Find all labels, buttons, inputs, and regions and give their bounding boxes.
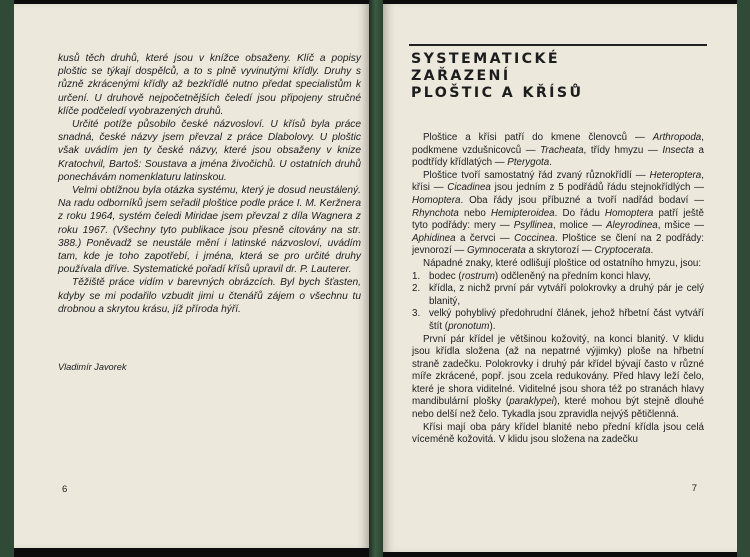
left-paragraph: Určité potíže působilo české názvosloví. U křísů byla práce snadná, české názvy jsem převzal z práce Dlabolovy. U ploštic však uvádím jen ty české názvy, které jsou obsaženy v knize Kratochvil, Bartoš: Soustava a jména živočichů. U ostatních druhů ponechávám nomenklaturu latinskou.: [58, 119, 361, 183]
text-run: , křísi —: [412, 169, 704, 194]
right-paragraph: [412, 422, 704, 447]
right-paragraph: [412, 258, 704, 271]
italic-term: Rhynchota: [412, 207, 459, 219]
text-run: .: [650, 245, 654, 257]
text-run: ).: [489, 320, 496, 332]
page-number-right: 7: [691, 483, 697, 494]
left-paragraph: Velmi obtížnou byla otázka systému, který je dosud neustálený. Na radu odborníků jsem seřadil ploštice podle práce I. M. Keržnera z roku 1964, systém čeledi Miridae jsem převzal z díla Wagnera z roku 1967. (Všechny tyto publikace jsou přesně citovány na str. 388.) Poněvadž se neustále mění i latinské názvosloví, uvádím tam, kde je toho zapotřebí, i jména, která se pro určité druhy používala dříve. Systematické pořadí křísů upravil dr. P. Lauterer.: [58, 185, 361, 276]
italic-term: Hemipteroidea: [490, 207, 555, 219]
book-cover-right-edge: [737, 0, 750, 557]
text-run: .: [549, 157, 552, 169]
text-run: nebo: [458, 207, 491, 219]
italic-term: Homoptera: [412, 194, 461, 206]
italic-term: Tracheata: [540, 144, 584, 156]
list-item-number: 2.: [412, 283, 421, 295]
italic-term: pronotum: [448, 320, 490, 332]
right-paragraph: [412, 132, 704, 170]
text-run: a skrytorozí —: [525, 245, 595, 257]
list-item-number: 3.: [412, 308, 421, 320]
left-paragraph: kusů těch druhů, které jsou v knížce obsaženy. Klíč a popisy ploštic se týkají dospělců, a to s plně vyvinutými křídly. Druhy s různě zkrácenými křídly až bezkřídlé nutno předat specialistům k určení. U druhově nejpočetnějších čeledí jsou připojeny stručné klíče podčeledí vyobrazených druhů.: [58, 53, 361, 117]
text-run: , třídy hmyzu —: [583, 144, 663, 156]
italic-term: paraklypei: [509, 396, 554, 408]
right-paragraph: [412, 170, 704, 258]
text-run: , mšice —: [657, 220, 705, 232]
heading-line: SYSTEMATICKÉ: [411, 51, 560, 67]
italic-term: Homoptera: [604, 207, 654, 219]
feature-list-item: [412, 308, 704, 333]
author-signature: Vladimír Javorek: [58, 362, 127, 372]
book-gutter: [369, 0, 383, 557]
italic-term: Insecta: [662, 144, 694, 156]
text-run: křídla, z nichž první pár vytváří polokrovky a druhý pár je celý blanitý,: [429, 283, 704, 307]
italic-term: Arthropoda: [652, 132, 702, 143]
book-cover-left-edge: [0, 0, 14, 557]
text-run: ) odčleněný na předním konci hlavy,: [494, 270, 652, 282]
text-run: , podkmene vzdušnicovců —: [412, 132, 704, 156]
heading-line: ZAŘAZENÍ: [411, 68, 511, 84]
chapter-heading: [411, 51, 711, 102]
left-paragraph: Těžiště práce vidím v barevných obrázcích. Byl bych šťasten, kdyby se mi podařilo vzbudit jimi u čtenářů zájem o všechnu tu drobnou a skrytou krásu, jíž příroda hýří.: [58, 277, 361, 315]
text-run: jsou jedním z 5 podřádů řádu stejnokřídlých —: [490, 182, 704, 194]
italic-term: Aleyrodinea: [606, 220, 658, 232]
feature-list-item: [412, 283, 704, 308]
text-run: . Ploštice se člení na 2 podřády: jevnorozí —: [412, 232, 705, 257]
text-run: a podtřídy křídlatých —: [412, 144, 704, 169]
text-run: Ploštice tvoří samostatný řád zvaný různokřídlí —: [423, 169, 650, 181]
italic-term: rostrum: [461, 270, 495, 282]
italic-term: Gymnocerata: [467, 245, 526, 257]
page-number-left: 6: [62, 484, 68, 495]
left-page: [14, 4, 369, 548]
text-run: patří ještě tyto podřády: mery —: [412, 207, 704, 232]
italic-term: Heteroptera: [649, 169, 702, 181]
heading-rule: [409, 44, 707, 46]
list-item-number: 1.: [412, 270, 421, 282]
italic-term: Cryptocerata: [594, 245, 651, 257]
text-run: velký pohyblivý předohrudní článek, jehož hřbetní část vytváří štít (: [429, 308, 704, 332]
right-paragraph: [412, 334, 704, 422]
italic-term: Pterygota: [507, 157, 550, 169]
italic-term: Psyllinea: [513, 220, 553, 232]
text-run: Ploštice a křísi patří do kmene členovců —: [423, 132, 653, 143]
text-run: . Do řádu: [554, 207, 605, 219]
text-run: . Oba řády jsou příbuzné a tvoří nadřád bodaví —: [460, 194, 704, 206]
text-run: Křísi mají oba páry křídel blanité nebo přední křídla jsou celá víceméně kožovitá. V klidu jsou složena na zadečku: [412, 421, 704, 446]
text-run: , molice —: [552, 220, 607, 232]
italic-term: Coccinea: [514, 232, 555, 244]
italic-term: Cicadinea: [447, 182, 491, 194]
text-run: bodec (: [429, 270, 462, 282]
text-run: Nápadné znaky, které odlišují ploštice od ostatního hmyzu, jsou:: [423, 257, 702, 269]
text-run: ), které mohou být stejně dlouhé nebo delší než čelo. Tykadla jsou zpravidla nejvýš pětičlenná.: [412, 396, 704, 421]
left-page-text: [58, 52, 361, 316]
heading-line: PLOŠTIC A KŘÍSŮ: [411, 85, 584, 101]
italic-term: Aphidinea: [412, 232, 456, 244]
right-page: [383, 4, 737, 552]
feature-list: [412, 271, 704, 334]
text-run: a červci —: [455, 232, 515, 244]
feature-list-item: [412, 271, 704, 284]
text-run: První pár křídel je většinou kožovitý, na konci blanitý. V klidu jsou křídla složena (až na nepatrné výjimky) ploše na hřbetní straně zadečku. Polokrovky i druhý pár křídel bývají často v různé míře zkrácené, popř. jsou zcela redukovány. Před hlavy leží čelo, které je shora viditelné. Viditelné jsou shora též po stranách hlavy mandibulární plošky (: [412, 333, 704, 408]
right-page-text: [412, 132, 704, 447]
